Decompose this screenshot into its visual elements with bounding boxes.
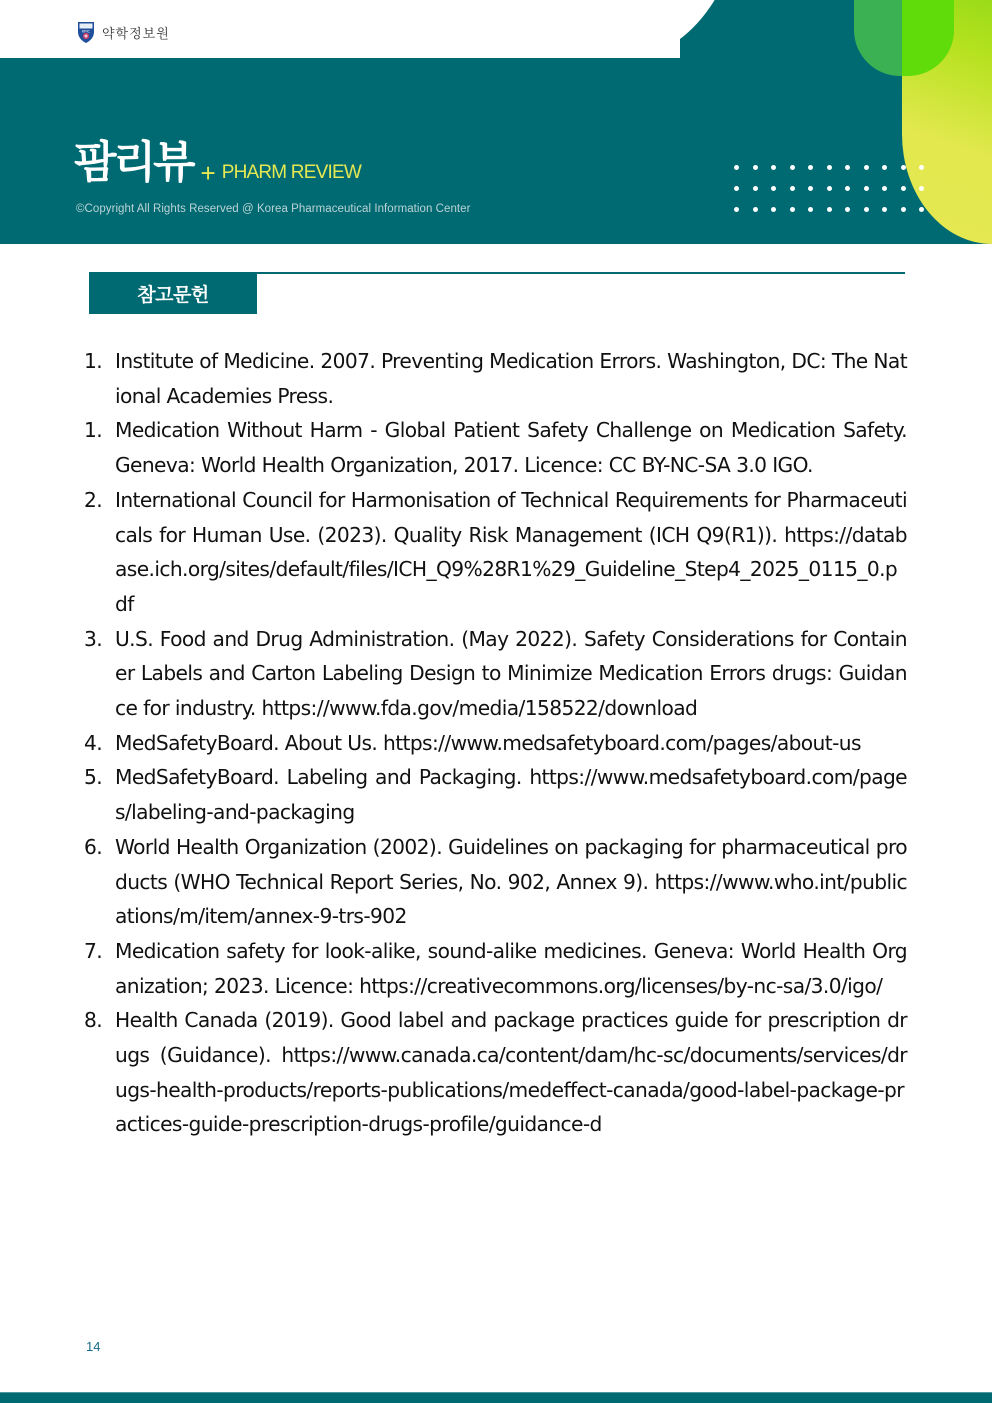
decor-dot — [827, 165, 832, 170]
reference-item — [84, 622, 907, 726]
decor-dot — [790, 207, 795, 212]
reference-item — [84, 483, 907, 622]
decor-dot — [734, 186, 739, 191]
decor-dot — [901, 186, 906, 191]
reference-item — [84, 934, 907, 1003]
reference-text[interactable]: MedSafetyBoard. Labeling and Packaging. https://www.medsafetyboard.com/pages/labeling-and-packaging — [115, 765, 907, 825]
decor-dot — [901, 207, 906, 212]
reference-text[interactable]: U.S. Food and Drug Administration. (May 2022). Safety Considerations for Container Labels and Carton Labeling Design to Minimize Medication Errors drugs: Guidance for industry. https://www.fda.gov/media/158522/download — [115, 626, 907, 721]
decor-dot — [864, 186, 869, 191]
decor-dot — [901, 165, 906, 170]
decor-dot — [753, 207, 758, 212]
decor-dot — [882, 207, 887, 212]
reference-text[interactable]: Medication safety for look-alike, sound-alike medicines. Geneva: World Health Organization; 2023. Licence: https://creativecommons.org/licenses/by-nc-sa/3.0/igo/ — [115, 938, 907, 998]
decor-dot — [882, 186, 887, 191]
reference-item — [84, 1003, 907, 1142]
decor-dot — [734, 207, 739, 212]
reference-item — [84, 413, 907, 482]
reference-text[interactable]: MedSafetyBoard. About Us. https://www.medsafetyboard.com/pages/about-us — [115, 730, 861, 755]
reference-item — [84, 830, 907, 934]
reference-text[interactable]: Health Canada (2019). Good label and package practices guide for prescription drugs (Guidance). https://www.canada.ca/content/dam/hc-sc/documents/services/drugs-health-products/reports-publications/medeffect-canada/good-label-package-practices-guide-prescription-drugs-profile/guidance-d — [115, 1008, 907, 1137]
reference-number: 3. — [84, 626, 103, 651]
reference-number: 5. — [84, 765, 103, 790]
reference-text[interactable]: World Health Organization (2002). Guidelines on packaging for pharmaceutical products (WHO Technical Report Series, No. 902, Annex 9). https://www.who.int/publications/m/item/annex-9-trs-902 — [115, 834, 907, 929]
plus-icon: + — [200, 158, 216, 188]
section-header — [89, 272, 905, 314]
reference-number: 7. — [84, 938, 103, 963]
decor-dot — [771, 186, 776, 191]
section-title: 참고문헌 — [89, 272, 257, 314]
decor-dot — [753, 186, 758, 191]
decor-dot — [919, 165, 924, 170]
decor-dot — [827, 207, 832, 212]
reference-number: 4. — [84, 730, 103, 755]
reference-number: 2. — [84, 487, 103, 512]
decor-dot — [919, 186, 924, 191]
decor-dot — [753, 165, 758, 170]
reference-item — [84, 726, 907, 761]
decor-dot — [808, 207, 813, 212]
reference-text: Medication Without Harm - Global Patient Safety Challenge on Medication Safety. Geneva: World Health Organization, 2017. Licence: CC BY-NC-SA 3.0 IGO. — [115, 418, 907, 478]
kpic-shield-logo-icon — [76, 20, 96, 44]
reference-item — [84, 760, 907, 829]
svg-text:KPIC: KPIC — [81, 29, 91, 34]
decor-dot — [827, 186, 832, 191]
reference-list — [84, 344, 907, 1142]
reference-text: Institute of Medicine. 2007. Preventing Medication Errors. Washington, DC: The National Academies Press. — [115, 349, 908, 408]
decor-dot — [845, 207, 850, 212]
publication-brand — [74, 138, 361, 188]
page-header — [0, 0, 992, 244]
decor-dot — [845, 186, 850, 191]
reference-number: 8. — [84, 1008, 103, 1033]
decor-dot — [808, 165, 813, 170]
decor-dot — [790, 186, 795, 191]
decor-dot — [882, 165, 887, 170]
decor-dot — [845, 165, 850, 170]
org-logo[interactable] — [76, 20, 170, 44]
reference-item — [84, 344, 907, 413]
brand-english-title: PHARM REVIEW — [221, 162, 361, 183]
decor-dot — [919, 207, 924, 212]
decor-dot — [771, 165, 776, 170]
org-name: 약학정보원 — [102, 26, 170, 42]
footer-bar — [0, 1392, 992, 1403]
copyright-notice: ©Copyright All Rights Reserved @ Korea Pharmaceutical Information Center — [76, 203, 471, 215]
reference-number: 1. — [84, 349, 103, 373]
decor-dot — [864, 207, 869, 212]
reference-number: 1. — [84, 418, 103, 443]
decor-dot-grid — [734, 165, 934, 220]
reference-text[interactable]: International Council for Harmonisation of Technical Requirements for Pharmaceuticals for Human Use. (2023). Quality Risk Management (ICH Q9(R1)). https://database.ich.org/sites/default/files/ICH_Q9%28R1%29_Guideline_Step4_2025_0115_0.pdf — [115, 487, 907, 616]
reference-number: 6. — [84, 834, 103, 859]
decor-dot — [790, 165, 795, 170]
decor-dot — [734, 165, 739, 170]
page-number: 14 — [86, 1339, 101, 1354]
decor-dot — [864, 165, 869, 170]
brand-korean-title: 팜리뷰 — [74, 137, 193, 188]
decor-dot — [808, 186, 813, 191]
decor-dot — [771, 207, 776, 212]
